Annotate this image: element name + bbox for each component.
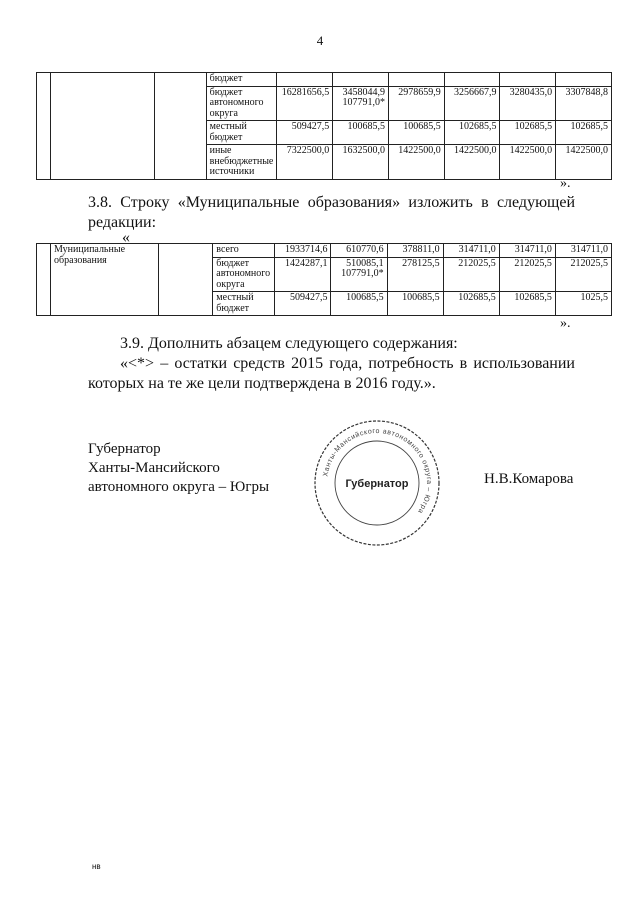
table-cell: 314711,0 [443,244,499,258]
table-cell: 100685,5 [389,121,445,145]
table-cell: 1422500,0 [500,145,556,180]
municipal-financing-table [36,243,612,316]
table-cell: 278125,5 [387,257,443,292]
signatory-title-line: Губернатор [88,441,161,457]
table-cell [277,73,333,87]
table-cell: 1424287,1 [275,257,331,292]
table-cell: 378811,0 [387,244,443,258]
footer-code: нв [92,862,101,871]
row-label: всего [213,244,275,258]
table-cell [389,73,445,87]
page-number: 4 [316,33,324,48]
table-cell: 102685,5 [444,121,500,145]
signatory-title [88,440,269,497]
table-cell: 610770,6 [331,244,387,258]
table-row [37,244,612,258]
table-cell: 212025,5 [555,257,611,292]
table-cell-empty [154,73,206,180]
opening-quote: « [122,229,130,246]
table-cell: 1422500,0 [444,145,500,180]
row-label: местный бюджет [206,121,277,145]
table-cell: 100685,5 [331,292,387,316]
table-cell: 1632500,0 [333,145,389,180]
closing-quote: ». [560,316,571,331]
financing-table-continuation [36,72,612,180]
table-cell-empty [37,244,51,316]
table-cell: 100685,5 [387,292,443,316]
table-cell: 1025,5 [555,292,611,316]
table-cell: 510085,1 107791,0* [331,257,387,292]
row-label: иные внебюджетные источники [206,145,277,180]
closing-quote: ». [560,176,571,191]
paragraph-3-9-block [88,334,575,394]
table-cell: 509427,5 [275,292,331,316]
row-label: бюджет [206,73,277,87]
table-cell: 212025,5 [499,257,555,292]
signatory-title-line: автономного округа – Югры [88,479,270,495]
table-cell: 314711,0 [555,244,611,258]
table-cell: 7322500,0 [277,145,333,180]
table-cell: 212025,5 [443,257,499,292]
footnote-paragraph: «<*> – остатки средств 2015 года, потребность в использовании которых на те же цели подтверждена в 2016 году.». [88,355,575,392]
table-cell: 100685,5 [333,121,389,145]
row-label: бюджет автономного округа [206,86,277,121]
table-cell: 102685,5 [500,121,556,145]
seal-center-text: Губернатор [345,478,409,490]
paragraph-3-9: 3.9. Дополнить абзацем следующего содержания: [120,335,458,352]
table-cell: 1422500,0 [389,145,445,180]
table-cell [333,73,389,87]
table-cell [444,73,500,87]
row-label: местный бюджет [213,292,275,316]
table-cell: 16281656,5 [277,86,333,121]
group-label: Муниципальные образования [51,244,159,316]
table-cell: 3280435,0 [500,86,556,121]
row-label: бюджет автономного округа [213,257,275,292]
table-cell: 314711,0 [499,244,555,258]
signatory-name: Н.В.Комарова [484,471,574,487]
signatory-title-line: Ханты-Мансийского [88,460,220,476]
table-cell: 102685,5 [443,292,499,316]
table-cell: 2978659,9 [389,86,445,121]
table-cell: 102685,5 [556,121,612,145]
table-cell-empty [159,244,213,316]
table-cell: 1933714,6 [275,244,331,258]
table-cell [500,73,556,87]
paragraph-3-8: 3.8. Строку «Муниципальные образования» изложить в следующей редакции: [88,194,575,231]
table-cell: 3256667,9 [444,86,500,121]
table-cell-empty [50,73,154,180]
table-cell: 3458044,9 107791,0* [333,86,389,121]
table-row [37,73,612,87]
seal-ring-text: Ханты-Мансийского автономного округа – Югра [322,427,433,515]
table-cell: 3307848,8 [556,86,612,121]
table-cell: 509427,5 [277,121,333,145]
official-seal-stamp [312,418,442,548]
table-cell: 102685,5 [499,292,555,316]
table-cell: 1422500,0 [556,145,612,180]
table-cell [556,73,612,87]
table-cell-empty [37,73,51,180]
